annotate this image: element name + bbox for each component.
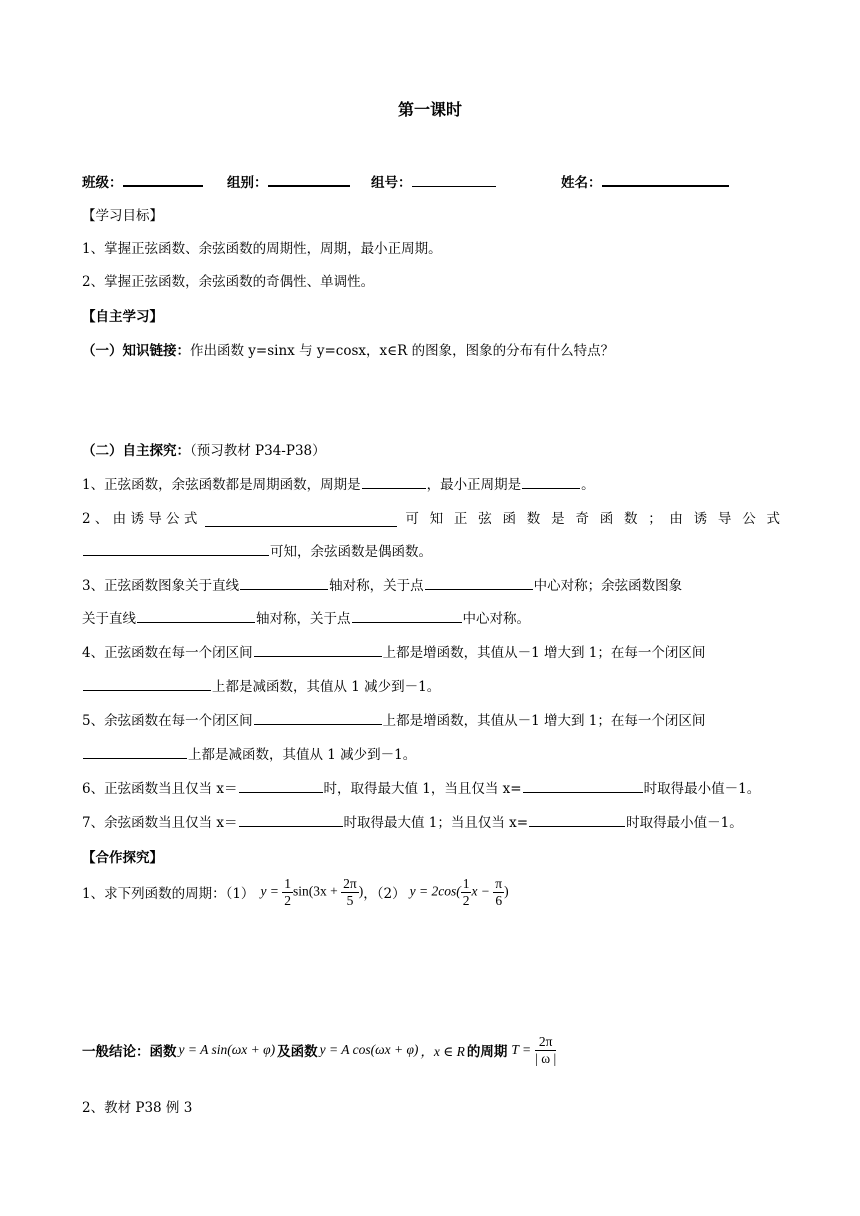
name-field	[561, 171, 729, 191]
q3-blank-1[interactable]	[240, 576, 328, 590]
formula-1-frac-den: 5	[346, 892, 354, 908]
coop-question-1	[82, 872, 509, 912]
coop-q1-sep: ，（2）	[363, 886, 406, 902]
self-study-heading: 【自主学习】	[82, 309, 163, 325]
question-4-line-2	[82, 675, 440, 695]
q5-text-c: 上都是减函数，其值从 1 减少到－1。	[188, 747, 417, 763]
coop-heading: 【合作探究】	[82, 850, 163, 866]
formula-2-frac-1-num: 1	[462, 875, 470, 891]
formula-2-frac-2-den: 6	[495, 892, 503, 908]
question-5-line-2	[82, 743, 416, 763]
question-1	[82, 473, 595, 493]
q7-text-b: 时取得最大值 1；当且仅当 x=	[343, 815, 529, 831]
goal-item-1: 1、掌握正弦函数、余弦函数的周期性，周期，最小正周期。	[82, 241, 442, 257]
q5-blank-2[interactable]	[83, 745, 187, 759]
q4-text-c: 上都是减函数，其值从 1 减少到－1。	[212, 679, 441, 695]
formula-2-frac-1	[461, 876, 472, 909]
q1-blank-min-period[interactable]	[522, 475, 580, 489]
self-explore-label: （二）自主探究：	[82, 443, 190, 459]
q2-blank-2[interactable]	[83, 542, 269, 556]
general-conclusion	[82, 1030, 556, 1070]
formula-2-frac-2	[493, 876, 504, 909]
number-field	[371, 171, 496, 191]
conclusion-label: 一般结论：函数	[82, 1044, 177, 1060]
q2-blank-1[interactable]	[205, 513, 397, 527]
knowledge-link-text: 作出函数 y=sinx 与 y=cosx，x∈R 的图象，图象的分布有什么特点？	[190, 343, 615, 359]
q3-text-f: 中心对称。	[462, 611, 530, 627]
name-blank[interactable]	[602, 171, 729, 187]
self-explore	[82, 439, 326, 459]
question-3-line-2	[82, 607, 530, 627]
q3-text-c: 中心对称；余弦函数图象	[533, 578, 683, 594]
formula-1-coef	[282, 876, 293, 909]
q2-text-a: 2 、 由 诱 导 公 式	[82, 511, 198, 527]
q6-blank-1[interactable]	[239, 779, 323, 793]
formula-2-lhs: y = 2cos(	[409, 883, 461, 899]
question-7	[82, 811, 743, 831]
formula-2-frac-2-num: π	[495, 875, 503, 891]
knowledge-link-label: （一）知识链接：	[82, 343, 190, 359]
formula-2	[410, 876, 509, 909]
conclusion-period-label: 的周期	[466, 1044, 508, 1060]
question-2-line-2	[82, 540, 432, 560]
q3-text-d: 关于直线	[82, 611, 136, 627]
q7-text-a: 7、余弦函数当且仅当 x＝	[82, 815, 238, 831]
q4-text-b: 上都是增函数，其值从－1 增大到 1；在每一个闭区间	[382, 645, 706, 661]
q7-blank-2[interactable]	[529, 813, 625, 827]
formula-1	[260, 876, 363, 909]
q3-blank-4[interactable]	[352, 609, 462, 623]
q7-text-c: 时取得最小值－1。	[626, 815, 743, 831]
name-label: 姓名：	[561, 175, 602, 191]
formula-1-frac	[341, 876, 359, 909]
conclusion-formula-1: y = A sin(ωx + φ)	[178, 1042, 276, 1057]
question-3-line-1	[82, 574, 682, 594]
class-label: 班级：	[82, 175, 123, 191]
q3-text-e: 轴对称，关于点	[256, 611, 351, 627]
formula-2-frac-1-den: 2	[462, 892, 470, 908]
page-title: 第一课时	[397, 100, 462, 119]
question-4-line-1	[82, 641, 705, 661]
q3-blank-2[interactable]	[425, 576, 533, 590]
q3-text-a: 3、正弦函数图象关于直线	[82, 578, 240, 594]
conclusion-and: 及函数	[277, 1044, 318, 1060]
q7-blank-1[interactable]	[239, 813, 343, 827]
conclusion-frac-num: 2π	[535, 1034, 556, 1051]
q1-text-b: ，最小正周期是	[426, 477, 522, 493]
q5-blank-1[interactable]	[254, 711, 382, 725]
coop-q1-prefix: 1、求下列函数的周期：（1）	[82, 886, 255, 902]
class-field	[82, 171, 203, 191]
q5-text-a: 5、余弦函数在每一个闭区间	[82, 713, 253, 729]
question-5-line-1	[82, 709, 705, 729]
conclusion-frac	[535, 1034, 556, 1067]
question-6	[82, 777, 760, 797]
self-explore-text: （预习教材 P34-P38）	[190, 443, 326, 459]
conclusion-frac-den: | ω |	[535, 1050, 557, 1066]
q3-text-b: 轴对称，关于点	[329, 578, 424, 594]
coop-question-2: 2、教材 P38 例 3	[82, 1100, 193, 1116]
formula-2-close: )	[504, 883, 509, 899]
q3-blank-3[interactable]	[137, 609, 255, 623]
formula-1-frac-num: 2π	[343, 875, 357, 891]
number-blank[interactable]	[412, 172, 496, 187]
question-2-line-1	[82, 507, 780, 527]
formula-2-mid: x −	[471, 883, 490, 899]
formula-1-coef-den: 2	[284, 892, 292, 908]
conclusion-domain: ，x ∈ R	[420, 1044, 465, 1059]
formula-1-mid: sin(3x +	[293, 883, 338, 899]
q5-text-b: 上都是增函数，其值从－1 增大到 1；在每一个闭区间	[382, 713, 706, 729]
goals-heading: 【学习目标】	[82, 208, 163, 224]
q6-blank-2[interactable]	[523, 779, 643, 793]
formula-1-coef-num: 1	[284, 875, 292, 891]
conclusion-T: T =	[511, 1042, 532, 1057]
q6-text-b: 时，取得最大值 1，当且仅当 x=	[323, 781, 522, 797]
knowledge-link	[82, 339, 614, 359]
q1-blank-period[interactable]	[362, 475, 426, 489]
group-label: 组别：	[227, 175, 268, 191]
group-field	[227, 171, 350, 191]
class-blank[interactable]	[123, 171, 203, 187]
q4-text-a: 4、正弦函数在每一个闭区间	[82, 645, 253, 661]
formula-1-close: )	[358, 883, 364, 899]
q4-blank-2[interactable]	[83, 677, 211, 691]
q6-text-c: 时取得最小值－1。	[643, 781, 761, 797]
q4-blank-1[interactable]	[254, 643, 382, 657]
group-blank[interactable]	[268, 171, 350, 187]
formula-1-lhs: y =	[260, 883, 279, 899]
q1-text-c: 。	[581, 477, 595, 493]
goal-item-2: 2、掌握正弦函数，余弦函数的奇偶性、单调性。	[82, 274, 375, 290]
q2-text-b: 可 知 正 弦 函 数 是 奇 函 数 ； 由 诱 导 公 式	[405, 511, 780, 527]
q1-text-a: 1、正弦函数，余弦函数都是周期函数，周期是	[82, 477, 361, 493]
number-label: 组号：	[371, 175, 412, 191]
q6-text-a: 6、正弦函数当且仅当 x＝	[82, 781, 238, 797]
conclusion-formula-2: y = A cos(ωx + φ)	[319, 1042, 419, 1057]
q2-text-c: 可知，余弦函数是偶函数。	[270, 544, 432, 560]
